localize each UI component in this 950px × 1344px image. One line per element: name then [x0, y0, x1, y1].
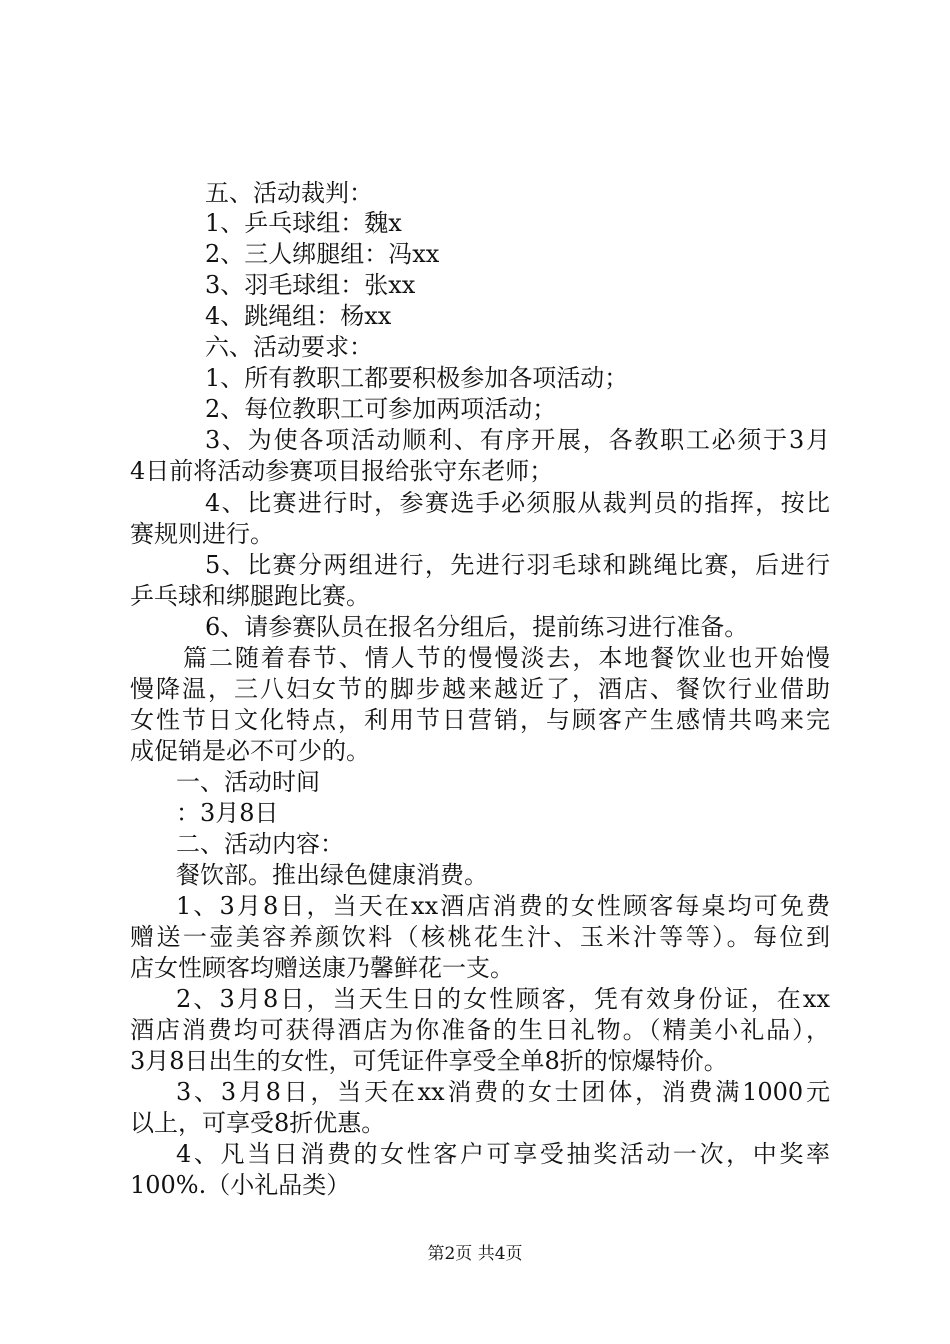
paragraph-line: 赠送一壶美容养颜饮料（核桃花生汁、玉米汁等等）。每位到 — [130, 923, 830, 951]
paragraph-line: 100%.（小礼品类） — [130, 1171, 351, 1199]
list-item: 1、乒乓球组：魏x — [205, 209, 402, 237]
paragraph-line: 4日前将活动参赛项目报给张守东老师； — [130, 457, 554, 485]
heading-activity-time: 一、活动时间 — [176, 768, 320, 796]
paragraph-line: 6、请参赛队员在报名分组后，提前练习进行准备。 — [205, 613, 749, 641]
list-item: 3、羽毛球组：张xx — [205, 271, 416, 299]
list-item: 1、所有教职工都要积极参加各项活动； — [205, 364, 629, 392]
paragraph-line: 1、3月8日，当天在xx酒店消费的女性顾客每桌均可免费 — [176, 892, 830, 920]
paragraph-line: 慢降温，三八妇女节的脚步越来越近了，酒店、餐饮行业借助 — [130, 675, 830, 703]
paragraph-line: 女性节日文化特点，利用节日营销，与顾客产生感情共鸣来完 — [130, 706, 830, 734]
heading-referees: 五、活动裁判： — [205, 179, 373, 207]
paragraph-line: 餐饮部。推出绿色健康消费。 — [176, 861, 488, 889]
paragraph-line: 店女性顾客均赠送康乃馨鲜花一支。 — [130, 954, 514, 982]
paragraph-line: 成促销是必不可少的。 — [130, 737, 370, 765]
paragraph-line: 乒乓球和绑腿跑比赛。 — [130, 582, 370, 610]
list-item: 2、每位教职工可参加两项活动； — [205, 395, 557, 423]
paragraph-line: 4、比赛进行时，参赛选手必须服从裁判员的指挥，按比 — [205, 489, 830, 517]
paragraph-line: 5、比赛分两组进行，先进行羽毛球和跳绳比赛，后进行 — [205, 551, 830, 579]
paragraph-line: 3月8日出生的女性，可凭证件享受全单8折的惊爆特价。 — [130, 1047, 728, 1075]
paragraph-line: 3、为使各项活动顺利、有序开展，各教职工必须于3月 — [205, 426, 830, 454]
paragraph-line: 赛规则进行。 — [130, 520, 274, 548]
page-number-footer: 第2页 共4页 — [427, 1244, 523, 1264]
list-item: 2、三人绑腿组：冯xx — [205, 240, 440, 268]
heading-requirements: 六、活动要求： — [205, 333, 373, 361]
paragraph-line: ：3月8日 — [176, 799, 279, 827]
paragraph-line: 酒店消费均可获得酒店为你准备的生日礼物。（精美小礼品）， — [130, 1016, 830, 1044]
paragraph-line: 2、3月8日，当天生日的女性顾客，凭有效身份证，在xx — [176, 985, 830, 1013]
paragraph-line: 4、凡当日消费的女性客户可享受抽奖活动一次，中奖率 — [176, 1140, 830, 1168]
paragraph-line: 3、3月8日，当天在xx消费的女士团体，消费满1000元 — [176, 1078, 830, 1106]
paragraph-line: 篇二随着春节、情人节的慢慢淡去，本地餐饮业也开始慢 — [183, 644, 830, 672]
list-item: 4、跳绳组：杨xx — [205, 302, 392, 330]
paragraph-line: 以上，可享受8折优惠。 — [130, 1109, 386, 1137]
heading-activity-content: 二、活动内容： — [176, 830, 344, 858]
